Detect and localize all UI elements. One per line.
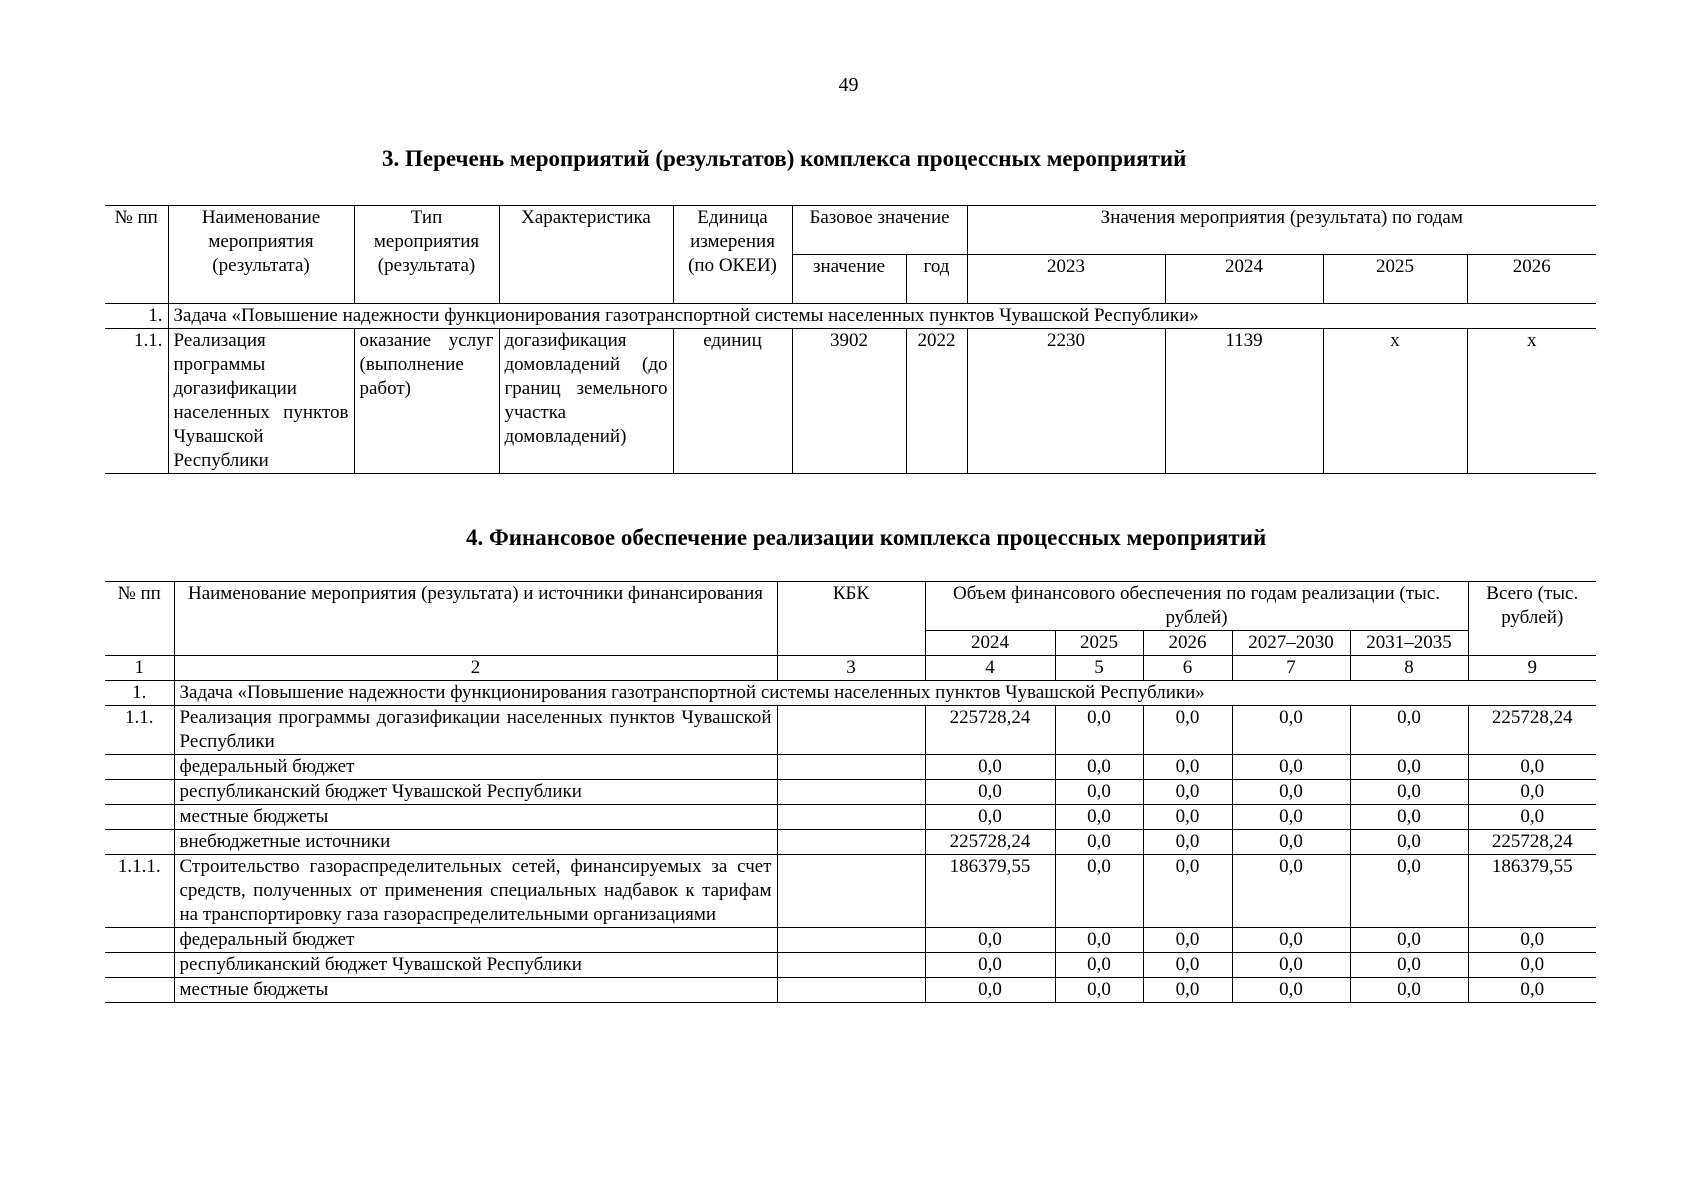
header-year-2024: 2024 [1165, 255, 1323, 304]
header-characteristic: Характеристика [499, 206, 673, 304]
column-numbers-row [105, 656, 1596, 681]
header-year-2026: 2026 [1143, 631, 1232, 656]
row-value-2024: 0,0 [925, 928, 1055, 953]
table-row [105, 953, 1596, 978]
row-value-2024: 186379,55 [925, 855, 1055, 928]
row-value-2027-2030: 0,0 [1232, 830, 1350, 855]
row-kbk [777, 953, 925, 978]
row-num: 1.1.1. [105, 855, 174, 928]
row-name: федеральный бюджет [174, 928, 777, 953]
header-volume: Объем финансового обеспечения по годам реализации (тыс. рублей) [925, 582, 1468, 631]
events-table [105, 205, 1596, 474]
row-value-2031-2035: 0,0 [1350, 978, 1468, 1003]
row-name: Строительство газораспределительных сетей, финансируемых за счет средств, полученных от применения специальных надбавок к тарифам на транспортировку газа газораспределительными организациями [174, 855, 777, 928]
finance-table [105, 581, 1596, 1003]
row-value-2024: 225728,24 [925, 830, 1055, 855]
row-value-2026: 0,0 [1143, 855, 1232, 928]
row-characteristic: догазификация домовладений (до границ земельного участка домовладений) [499, 329, 673, 474]
row-num [105, 928, 174, 953]
row-value-2026: х [1467, 329, 1596, 474]
header-year-2031-2035: 2031–2035 [1350, 631, 1468, 656]
table-row [105, 928, 1596, 953]
table-row [105, 755, 1596, 780]
header-name: Наименование мероприятия (результата) и источники финансирования [174, 582, 777, 656]
header-total: Всего (тыс. рублей) [1468, 582, 1596, 656]
finance-rows [105, 706, 1596, 1003]
row-kbk [777, 706, 925, 755]
page-number: 49 [838, 74, 859, 96]
row-value-2027-2030: 0,0 [1232, 780, 1350, 805]
header-base-value: значение [792, 255, 906, 304]
col-number: 5 [1055, 656, 1143, 681]
row-kbk [777, 805, 925, 830]
header-row [105, 582, 1596, 631]
row-value-2025: 0,0 [1055, 780, 1143, 805]
row-value-2024: 225728,24 [925, 706, 1055, 755]
row-value-2024: 0,0 [925, 805, 1055, 830]
row-num [105, 953, 174, 978]
row-value-2031-2035: 0,0 [1350, 706, 1468, 755]
row-total: 0,0 [1468, 805, 1596, 830]
row-total: 186379,55 [1468, 855, 1596, 928]
row-value-2025: х [1323, 329, 1467, 474]
row-value-2023: 2230 [967, 329, 1165, 474]
table-row [105, 780, 1596, 805]
row-value-2025: 0,0 [1055, 805, 1143, 830]
row-value-2025: 0,0 [1055, 928, 1143, 953]
row-value-2026: 0,0 [1143, 805, 1232, 830]
row-num [105, 830, 174, 855]
table-row [105, 706, 1596, 755]
task-text: Задача «Повышение надежности функционирования газотранспортной системы населенных пунктов Чувашской Республики» [168, 304, 1596, 329]
section-4-title: 4. Финансовое обеспечение реализации комплекса процессных мероприятий [466, 525, 1267, 550]
row-value-2027-2030: 0,0 [1232, 755, 1350, 780]
row-value-2024: 0,0 [925, 953, 1055, 978]
task-num: 1. [105, 681, 174, 706]
row-value-2031-2035: 0,0 [1350, 928, 1468, 953]
header-base-year: год [906, 255, 967, 304]
header-year-2024: 2024 [925, 631, 1055, 656]
header-base: Базовое значение [792, 206, 967, 255]
header-year-2027-2030: 2027–2030 [1232, 631, 1350, 656]
task-text: Задача «Повышение надежности функционирования газотранспортной системы населенных пунктов Чувашской Республики» [174, 681, 1596, 706]
row-base-value: 3902 [792, 329, 906, 474]
col-number: 1 [105, 656, 174, 681]
row-value-2026: 0,0 [1143, 755, 1232, 780]
header-kbk: КБК [777, 582, 925, 656]
row-name: республиканский бюджет Чувашской Республики [174, 953, 777, 978]
row-value-2026: 0,0 [1143, 830, 1232, 855]
col-number: 4 [925, 656, 1055, 681]
row-num: 1.1. [105, 706, 174, 755]
task-num: 1. [105, 304, 168, 329]
row-value-2026: 0,0 [1143, 706, 1232, 755]
row-total: 0,0 [1468, 978, 1596, 1003]
row-value-2031-2035: 0,0 [1350, 780, 1468, 805]
row-value-2026: 0,0 [1143, 928, 1232, 953]
header-by-years: Значения мероприятия (результата) по годам [967, 206, 1596, 255]
row-value-2027-2030: 0,0 [1232, 953, 1350, 978]
row-total: 0,0 [1468, 953, 1596, 978]
row-name: республиканский бюджет Чувашской Республики [174, 780, 777, 805]
header-year-2025: 2025 [1323, 255, 1467, 304]
row-value-2031-2035: 0,0 [1350, 755, 1468, 780]
col-number: 3 [777, 656, 925, 681]
row-value-2024: 0,0 [925, 780, 1055, 805]
row-num [105, 755, 174, 780]
row-num [105, 978, 174, 1003]
row-num: 1.1. [105, 329, 168, 474]
table-row [105, 329, 1596, 474]
row-total: 225728,24 [1468, 830, 1596, 855]
row-value-2024: 0,0 [925, 755, 1055, 780]
header-year-2025: 2025 [1055, 631, 1143, 656]
row-name: местные бюджеты [174, 805, 777, 830]
task-row [105, 304, 1596, 329]
header-type: Тип мероприятия (результата) [354, 206, 499, 304]
row-value-2026: 0,0 [1143, 953, 1232, 978]
table-row [105, 855, 1596, 928]
row-value-2024: 0,0 [925, 978, 1055, 1003]
row-kbk [777, 978, 925, 1003]
task-row [105, 681, 1596, 706]
row-value-2025: 0,0 [1055, 755, 1143, 780]
table-row [105, 805, 1596, 830]
row-num [105, 780, 174, 805]
row-kbk [777, 928, 925, 953]
row-value-2027-2030: 0,0 [1232, 706, 1350, 755]
row-value-2031-2035: 0,0 [1350, 805, 1468, 830]
col-number: 9 [1468, 656, 1596, 681]
row-type: оказание услуг (выполнение работ) [354, 329, 499, 474]
row-value-2025: 0,0 [1055, 978, 1143, 1003]
table-row [105, 830, 1596, 855]
row-value-2027-2030: 0,0 [1232, 805, 1350, 830]
table-row [105, 978, 1596, 1003]
row-name: федеральный бюджет [174, 755, 777, 780]
row-value-2026: 0,0 [1143, 978, 1232, 1003]
col-number: 6 [1143, 656, 1232, 681]
header-row [105, 206, 1596, 255]
header-year-2026: 2026 [1467, 255, 1596, 304]
row-value-2025: 0,0 [1055, 855, 1143, 928]
row-name: внебюджетные источники [174, 830, 777, 855]
row-value-2031-2035: 0,0 [1350, 953, 1468, 978]
header-year-2023: 2023 [967, 255, 1165, 304]
row-value-2031-2035: 0,0 [1350, 855, 1468, 928]
row-kbk [777, 780, 925, 805]
row-base-year: 2022 [906, 329, 967, 474]
col-number: 8 [1350, 656, 1468, 681]
col-number: 2 [174, 656, 777, 681]
row-value-2024: 1139 [1165, 329, 1323, 474]
row-kbk [777, 755, 925, 780]
row-value-2027-2030: 0,0 [1232, 928, 1350, 953]
row-value-2026: 0,0 [1143, 780, 1232, 805]
row-name: Реализация программы догазификации населенных пунктов Чувашской Республики [168, 329, 354, 474]
row-unit: единиц [673, 329, 792, 474]
row-value-2025: 0,0 [1055, 953, 1143, 978]
row-value-2031-2035: 0,0 [1350, 830, 1468, 855]
row-total: 0,0 [1468, 928, 1596, 953]
header-unit: Единица измерения (по ОКЕИ) [673, 206, 792, 304]
section-3-title: 3. Перечень мероприятий (результатов) комплекса процессных мероприятий [382, 146, 1187, 171]
header-num: № пп [105, 206, 168, 304]
row-total: 0,0 [1468, 780, 1596, 805]
row-num [105, 805, 174, 830]
row-kbk [777, 830, 925, 855]
row-name: местные бюджеты [174, 978, 777, 1003]
row-value-2027-2030: 0,0 [1232, 978, 1350, 1003]
col-number: 7 [1232, 656, 1350, 681]
header-name: Наименование мероприятия (результата) [168, 206, 354, 304]
row-name: Реализация программы догазификации населенных пунктов Чувашской Республики [174, 706, 777, 755]
row-total: 225728,24 [1468, 706, 1596, 755]
row-value-2025: 0,0 [1055, 830, 1143, 855]
header-num: № пп [105, 582, 174, 656]
row-total: 0,0 [1468, 755, 1596, 780]
row-value-2025: 0,0 [1055, 706, 1143, 755]
row-kbk [777, 855, 925, 928]
row-value-2027-2030: 0,0 [1232, 855, 1350, 928]
